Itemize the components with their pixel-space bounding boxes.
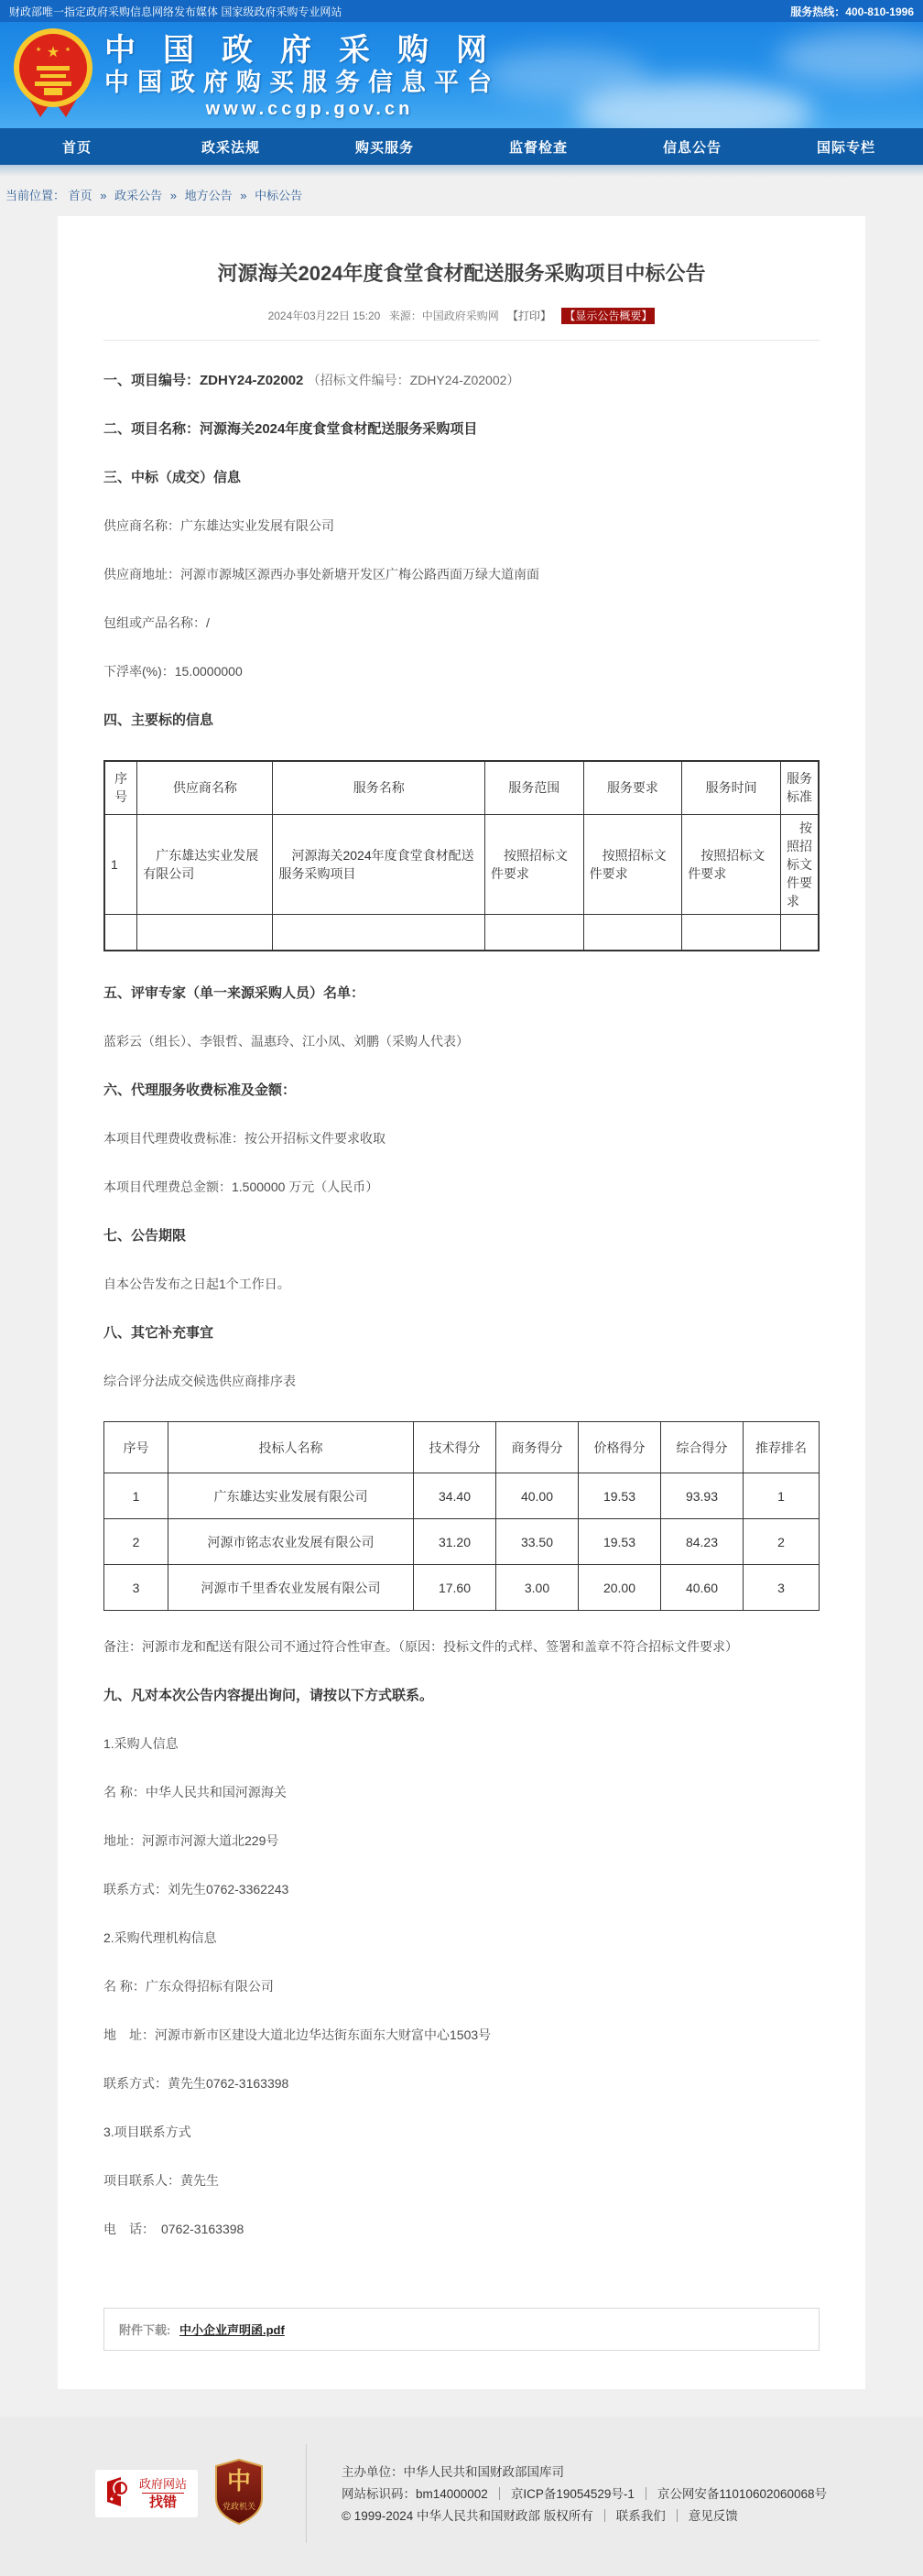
col-rank: 推荐排名 [744,1422,820,1473]
footer-contact-us-link[interactable]: 联系我们 [615,2508,666,2523]
site-slogan: 财政部唯一指定政府采购信息网络发布媒体 国家级政府采购专业网站 [9,5,342,18]
project-contact-title: 3.项目联系方式 [103,2125,191,2139]
site-banner [0,22,923,128]
nav-item-home[interactable]: 首页 [61,139,92,156]
main-navigation [0,128,923,165]
cell-service-standard: 按照招标文件要求 [781,814,820,914]
col-serial: 序号 [104,761,137,814]
nav-shadow [0,165,923,177]
breadcrumb-label: 当前位置： [5,189,66,202]
announcement-period: 自本公告发布之日起1个工作日。 [103,1277,290,1291]
col-price-score: 价格得分 [579,1422,661,1473]
breadcrumb-local-announcements[interactable]: 地方公告 [184,189,233,202]
agency-contact: 联系方式：黄先生0762-3163398 [103,2076,289,2091]
breadcrumb-separator: » [100,189,107,202]
source: 来源：中国政府采购网 [388,310,499,322]
cell-empty [484,914,583,951]
cell-bidder: 广东雄达实业发展有限公司 [168,1473,414,1519]
col-total-score: 综合得分 [661,1422,744,1473]
col-service-scope: 服务范围 [484,761,583,814]
section-project-number [103,372,820,389]
footer-host: 主办单位：中华人民共和国财政部国库司 [342,2464,564,2479]
table-row [104,814,819,914]
main-subject-table [103,760,820,951]
cell-empty [137,914,273,951]
article-meta [103,308,820,323]
purchaser-name: 名 称：中华人民共和国河源海关 [103,1785,287,1799]
cell-price-score: 19.53 [579,1473,661,1519]
section-other-matters: 八、其它补充事宜 [103,1325,214,1341]
show-summary-button[interactable]: 【显示公告概要】 [561,308,655,324]
cell-business-score: 40.00 [496,1473,579,1519]
section-announcement-period: 七、公告期限 [103,1228,187,1244]
breadcrumb-procurement-announcements[interactable]: 政采公告 [114,189,163,202]
top-utility-bar [0,0,923,22]
cell-empty [104,914,137,951]
section-agency-fee: 六、代理服务收费标准及金额： [103,1082,297,1098]
section-contact: 九、凡对本次公告内容提出询问，请按以下方式联系。 [103,1688,434,1703]
cell-serial: 1 [104,1473,168,1519]
project-contact-phone: 电 话： 0762-3163398 [103,2222,244,2236]
footer-separator [604,2509,605,2522]
project-contact-person: 项目联系人：黄先生 [103,2173,219,2188]
ranking-table-note: 备注：河源市龙和配送有限公司不通过符合性审查。（原因：投标文件的式样、签署和盖章不符合招标文件要求） [103,1639,738,1654]
breadcrumb-award-announcements[interactable]: 中标公告 [255,189,303,202]
col-service-name: 服务名称 [273,761,484,814]
cell-rank: 2 [744,1519,820,1565]
svg-text:中: 中 [226,2466,252,2494]
cell-price-score: 19.53 [579,1519,661,1565]
footer-copyright: © 1999-2024 中华人民共和国财政部 版权所有 [342,2508,593,2523]
svg-text:★: ★ [64,47,71,53]
breadcrumb [0,177,923,212]
page-title: 河源海关2024年度食堂食材配送服务采购项目中标公告 [217,262,706,285]
nav-item-announcements[interactable]: 信息公告 [662,139,722,156]
cell-total-score: 84.23 [661,1519,744,1565]
cell-service-require: 按照招标文件要求 [583,814,682,914]
cell-service-name: 河源海关2024年度食堂食材配送服务采购项目 [273,814,484,914]
agency-name: 名 称：广东众得招标有限公司 [103,1979,274,1994]
cell-total-score: 93.93 [661,1473,744,1519]
cell-empty [273,914,484,951]
col-business-score: 商务得分 [496,1422,579,1473]
footer-icp: 京ICP备19054529号-1 [510,2486,635,2501]
cell-business-score: 3.00 [496,1565,579,1611]
cell-serial: 2 [104,1519,168,1565]
footer-feedback-link[interactable]: 意见反馈 [688,2508,738,2523]
site-logo[interactable] [13,27,515,125]
cell-rank: 3 [744,1565,820,1611]
purchaser-title: 1.采购人信息 [103,1736,179,1751]
purchaser-contact: 联系方式：刘先生0762-3362243 [103,1882,289,1897]
col-service-standard: 服务标准 [781,761,820,814]
nav-item-supervision[interactable]: 监督检查 [508,139,568,156]
table-header-row [104,761,819,814]
cell-tech-score: 17.60 [414,1565,496,1611]
experts-list: 蓝彩云（组长）、李银哲、温惠玲、江小凤、刘鹏（采购人代表） [103,1034,469,1049]
cell-service-scope: 按照招标文件要求 [484,814,583,914]
table-row [104,1519,820,1565]
section-award-info: 三、中标（成交）信息 [103,470,242,485]
badge-find-error-line2: 找错 [142,2493,184,2511]
table-row-empty [104,914,819,951]
service-hotline: 服务热线：400-810-1996 [790,5,914,18]
footer-separator [499,2487,500,2500]
col-supplier: 供应商名称 [137,761,273,814]
attachment-link[interactable]: 中小企业声明函.pdf [179,2323,285,2337]
announcement-article [58,216,865,2389]
nav-item-regulations[interactable]: 政采法规 [201,139,260,156]
table-header-row [104,1422,820,1473]
cell-tech-score: 34.40 [414,1473,496,1519]
svg-text:★: ★ [46,45,60,60]
ranking-table [103,1421,820,1611]
cell-supplier: 广东雄达实业发展有限公司 [137,814,273,914]
footer-security-record: 京公网安备11010602060068号 [657,2486,828,2501]
breadcrumb-separator: » [240,189,247,202]
site-url: www.ccgp.gov.cn [205,98,414,119]
col-service-require: 服务要求 [583,761,682,814]
col-serial: 序号 [104,1422,168,1473]
nav-item-purchase-services[interactable]: 购买服务 [354,139,414,156]
breadcrumb-separator: » [169,189,178,202]
agency-fee-standard: 本项目代理费收费标准：按公开招标文件要求收取 [103,1131,385,1146]
gov-site-error-report-badge[interactable] [95,2470,198,2517]
agency-fee-total: 本项目代理费总金额：1.500000 万元（人民币） [103,1179,379,1194]
attachment-label: 附件下载: [119,2323,171,2337]
cell-total-score: 40.60 [661,1565,744,1611]
ranking-table-intro: 综合评分法成交候选供应商排序表 [103,1374,296,1388]
badge-find-error-line1: 政府网站 [138,2476,187,2491]
cloud-decoration [776,31,923,86]
svg-text:★: ★ [35,47,42,53]
cell-service-time: 按照招标文件要求 [682,814,781,914]
party-gov-org-badge[interactable] [212,2458,266,2530]
site-subtitle: 中国政府购买服务信息平台 [104,68,500,96]
package-name: 包组或产品名称：/ [103,615,210,630]
supplier-name: 供应商名称：广东雄达实业发展有限公司 [103,518,334,533]
bid-doc-number: （招标文件编号：ZDHY24-Z02002） [307,373,520,387]
col-tech-score: 技术得分 [414,1422,496,1473]
cell-empty [682,914,781,951]
project-number-label: 一、项目编号： [103,373,201,388]
table-row [104,1565,820,1611]
cell-bidder: 河源市铭志农业发展有限公司 [168,1519,414,1565]
cell-serial: 1 [104,814,137,914]
nav-item-international[interactable]: 国际专栏 [816,139,875,156]
national-emblem-icon [13,27,93,125]
cell-tech-score: 31.20 [414,1519,496,1565]
cell-rank: 1 [744,1473,820,1519]
site-name: 中国政府采购网 [104,32,515,68]
magnifier-icon [106,2476,134,2512]
col-bidder: 投标人名称 [168,1422,414,1473]
section-main-subject: 四、主要标的信息 [103,712,214,728]
col-service-time: 服务时间 [682,761,781,814]
table-row [104,1473,820,1519]
cell-bidder: 河源市千里香农业发展有限公司 [168,1565,414,1611]
footer-site-code: 网站标识码：bm14000002 [342,2486,488,2501]
svg-text:党政机关: 党政机关 [222,2501,256,2511]
cell-empty [583,914,682,951]
publish-date: 2024年03月22日 15:20 [267,310,381,322]
cell-serial: 3 [104,1565,168,1611]
divider [103,340,820,341]
agency-address: 地 址：河源市新市区建设大道北边华达街东面东大财富中心1503号 [103,2027,492,2042]
cell-empty [781,914,820,951]
page-footer [0,2417,923,2576]
cell-price-score: 20.00 [579,1565,661,1611]
discount-rate: 下浮率(%)：15.0000000 [103,664,243,679]
section-project-name: 二、项目名称：河源海关2024年度食堂食材配送服务采购项目 [103,421,478,437]
footer-separator [677,2509,678,2522]
supplier-address: 供应商地址：河源市源城区源西办事处新塘开发区广梅公路西面万绿大道南面 [103,567,539,582]
agency-title: 2.采购代理机构信息 [103,1930,217,1945]
attachment-box [103,2308,820,2351]
print-button[interactable]: 【打印】 [507,310,552,322]
footer-divider [306,2444,307,2543]
project-number-value: ZDHY24-Z02002 [200,373,304,388]
purchaser-address: 地址：河源市河源大道北229号 [103,1833,279,1848]
breadcrumb-home[interactable]: 首页 [68,189,92,202]
section-experts: 五、评审专家（单一来源采购人员）名单： [103,985,365,1001]
cell-business-score: 33.50 [496,1519,579,1565]
